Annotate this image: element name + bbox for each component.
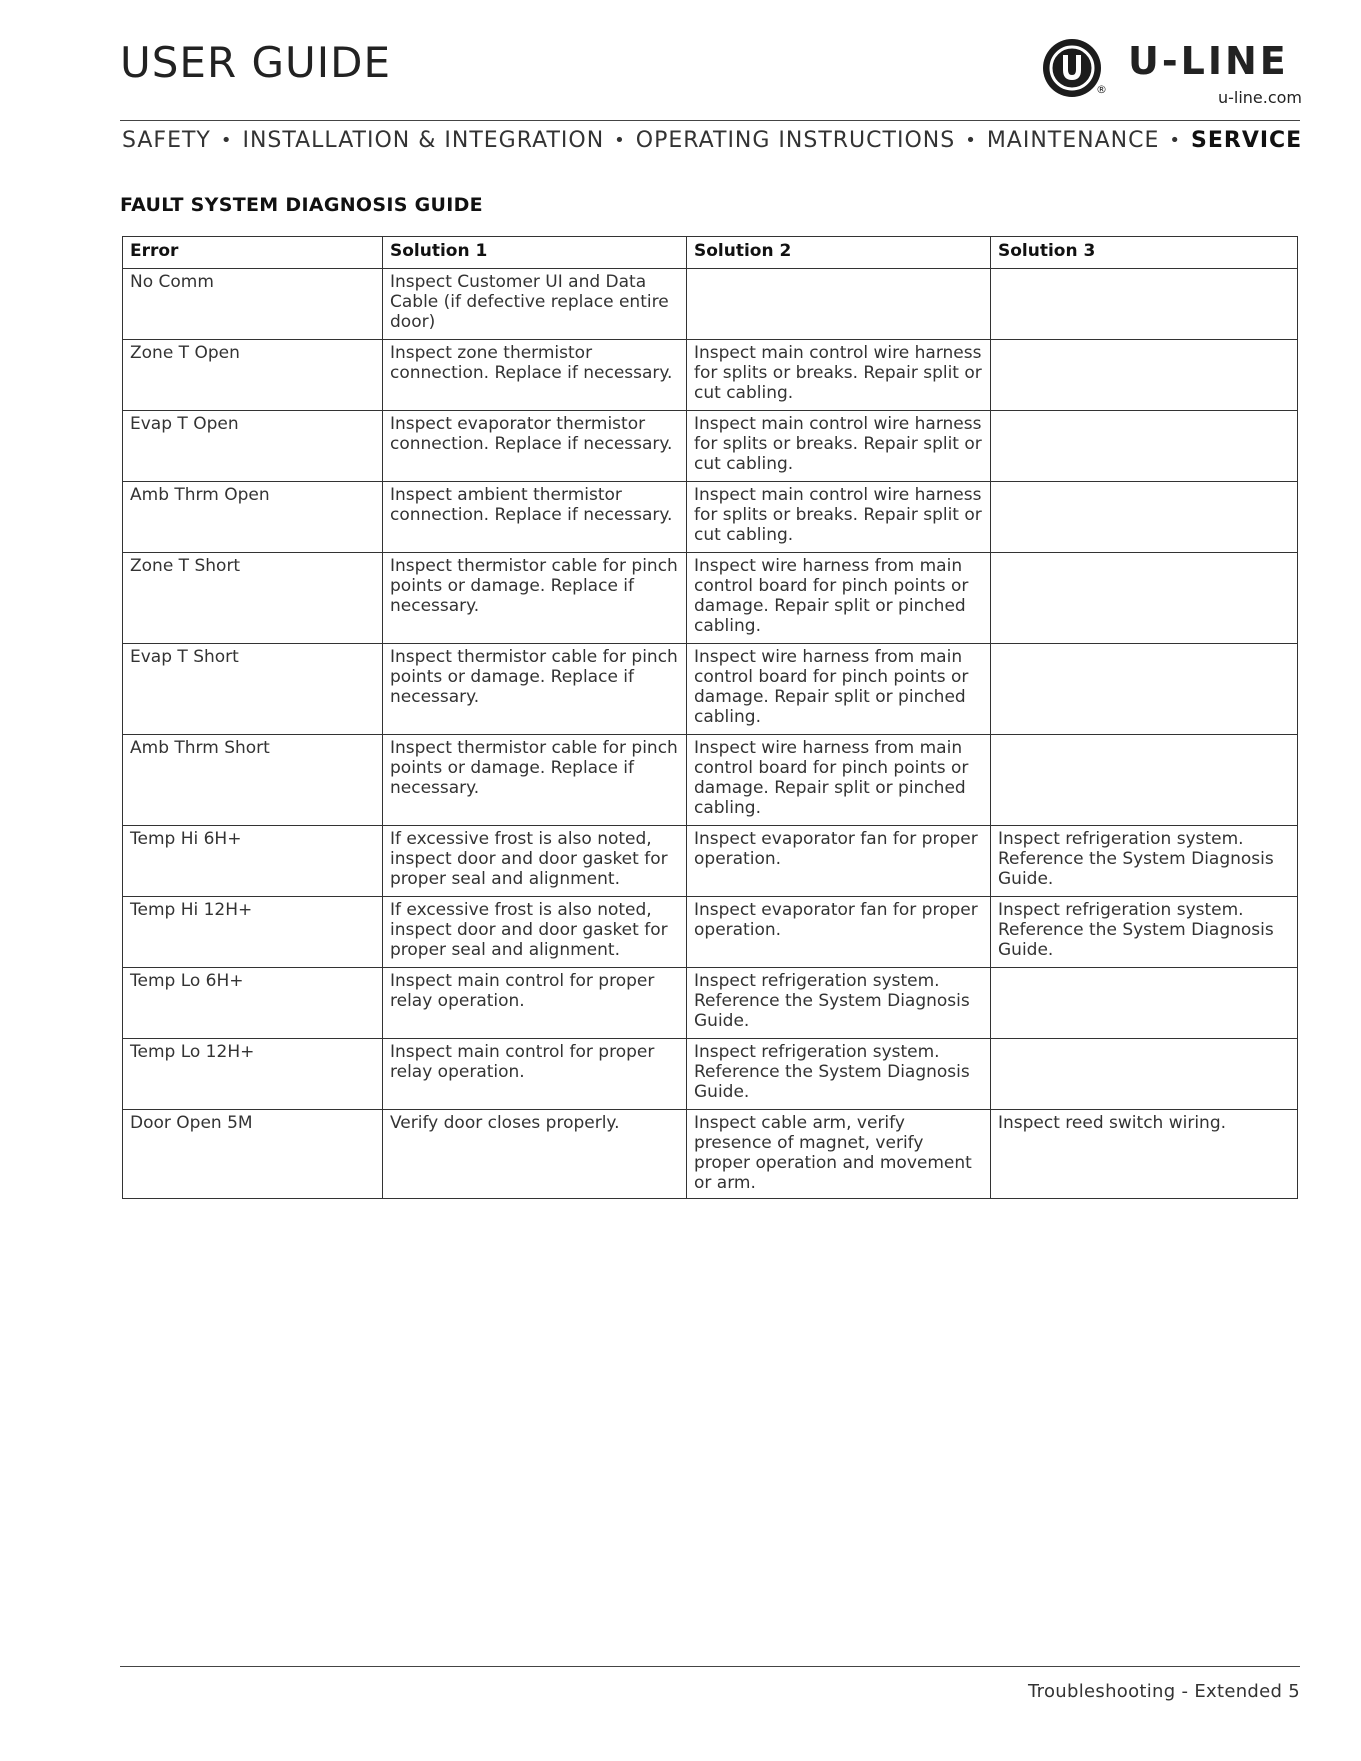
solution-2-cell: Inspect main control wire harness for splits or breaks. Repair split or cut cabling. — [687, 482, 991, 553]
header-solution-2: Solution 2 — [687, 237, 991, 269]
solution-1-cell: Inspect thermistor cable for pinch points or damage. Replace if necessary. — [383, 735, 687, 826]
table-row — [123, 897, 1298, 968]
solution-1-cell: Inspect zone thermistor connection. Replace if necessary. — [383, 340, 687, 411]
solution-2-cell: Inspect evaporator fan for proper operation. — [687, 826, 991, 897]
error-cell: Temp Hi 6H+ — [123, 826, 383, 897]
nav-item-maintenance — [987, 128, 1160, 153]
nav-item-installation — [242, 128, 604, 153]
solution-3-cell: Inspect refrigeration system. Reference the System Diagnosis Guide. — [991, 897, 1298, 968]
table-row — [123, 269, 1298, 340]
error-cell: Zone T Open — [123, 340, 383, 411]
header-error: Error — [123, 237, 383, 269]
brand-logo — [1040, 38, 1302, 108]
nav-separator: • — [1169, 130, 1181, 151]
table-row — [123, 411, 1298, 482]
solution-1-cell: If excessive frost is also noted, inspect door and door gasket for proper seal and alignment. — [383, 897, 687, 968]
solution-2-cell: Inspect main control wire harness for splits or breaks. Repair split or cut cabling. — [687, 340, 991, 411]
solution-3-cell — [991, 968, 1298, 1039]
nav-item-label: SERVICE — [1191, 128, 1303, 153]
table-row — [123, 735, 1298, 826]
solution-3-cell — [991, 735, 1298, 826]
nav-separator: • — [965, 130, 977, 151]
error-cell: Evap T Short — [123, 644, 383, 735]
solution-2-cell: Inspect refrigeration system. Reference the System Diagnosis Guide. — [687, 1039, 991, 1110]
solution-3-cell — [991, 411, 1298, 482]
error-cell: Evap T Open — [123, 411, 383, 482]
solution-1-cell: Inspect thermistor cable for pinch points or damage. Replace if necessary. — [383, 644, 687, 735]
table-row — [123, 1039, 1298, 1110]
solution-3-cell — [991, 1039, 1298, 1110]
error-cell: Temp Lo 6H+ — [123, 968, 383, 1039]
header-solution-3: Solution 3 — [991, 237, 1298, 269]
table-row — [123, 340, 1298, 411]
error-cell: Amb Thrm Open — [123, 482, 383, 553]
solution-1-cell: Inspect thermistor cable for pinch points or damage. Replace if necessary. — [383, 553, 687, 644]
nav-item-label: SAFETY — [122, 128, 211, 153]
solution-3-cell — [991, 644, 1298, 735]
solution-1-cell: Inspect Customer UI and Data Cable (if defective replace entire door) — [383, 269, 687, 340]
nav-item-label: OPERATING INSTRUCTIONS — [635, 128, 956, 153]
footer-divider — [120, 1666, 1300, 1667]
nav-item-label: INSTALLATION & INTEGRATION — [242, 128, 605, 153]
solution-1-cell: Inspect main control for proper relay operation. — [383, 968, 687, 1039]
header-divider — [120, 120, 1300, 121]
solution-1-cell: Inspect main control for proper relay operation. — [383, 1039, 687, 1110]
solution-3-cell: Inspect reed switch wiring. — [991, 1110, 1298, 1199]
nav-item-operating — [636, 128, 955, 153]
solution-2-cell: Inspect main control wire harness for splits or breaks. Repair split or cut cabling. — [687, 411, 991, 482]
nav-item-service — [1191, 128, 1302, 153]
nav-item-label: MAINTENANCE — [986, 128, 1160, 153]
brand-name: U-LINE — [1128, 39, 1289, 83]
page-footer: Troubleshooting - Extended 5 — [1028, 1681, 1300, 1702]
error-cell: Amb Thrm Short — [123, 735, 383, 826]
section-nav — [122, 128, 1303, 153]
table-row — [123, 826, 1298, 897]
solution-1-cell: Inspect ambient thermistor connection. Replace if necessary. — [383, 482, 687, 553]
solution-2-cell: Inspect wire harness from main control board for pinch points or damage. Repair split or pinched cabling. — [687, 553, 991, 644]
error-cell: Zone T Short — [123, 553, 383, 644]
table-row — [123, 1110, 1298, 1199]
solution-3-cell — [991, 269, 1298, 340]
table-row — [123, 553, 1298, 644]
nav-separator: • — [614, 130, 626, 151]
nav-item-safety — [122, 128, 211, 153]
solution-2-cell: Inspect evaporator fan for proper operation. — [687, 897, 991, 968]
solution-2-cell: Inspect wire harness from main control board for pinch points or damage. Repair split or pinched cabling. — [687, 735, 991, 826]
fault-diagnosis-table — [122, 236, 1298, 1199]
error-cell: Door Open 5M — [123, 1110, 383, 1199]
solution-2-cell: Inspect wire harness from main control board for pinch points or damage. Repair split or pinched cabling. — [687, 644, 991, 735]
solution-1-cell: Inspect evaporator thermistor connection. Replace if necessary. — [383, 411, 687, 482]
solution-2-cell: Inspect refrigeration system. Reference the System Diagnosis Guide. — [687, 968, 991, 1039]
solution-1-cell: Verify door closes properly. — [383, 1110, 687, 1199]
page-title: USER GUIDE — [120, 38, 392, 87]
table-row — [123, 644, 1298, 735]
table-header-row — [123, 237, 1298, 269]
solution-2-cell: Inspect cable arm, verify presence of magnet, verify proper operation and movement or arm. — [687, 1110, 991, 1199]
nav-separator: • — [220, 130, 233, 151]
section-heading: FAULT SYSTEM DIAGNOSIS GUIDE — [120, 194, 483, 216]
header-solution-1: Solution 1 — [383, 237, 687, 269]
brand-url: u-line.com — [1217, 88, 1302, 107]
solution-1-cell: If excessive frost is also noted, inspect door and door gasket for proper seal and alignment. — [383, 826, 687, 897]
error-cell: No Comm — [123, 269, 383, 340]
error-cell: Temp Lo 12H+ — [123, 1039, 383, 1110]
registered-mark: ® — [1096, 83, 1107, 96]
solution-3-cell: Inspect refrigeration system. Reference the System Diagnosis Guide. — [991, 826, 1298, 897]
solution-2-cell — [687, 269, 991, 340]
solution-3-cell — [991, 340, 1298, 411]
u-line-logo-icon — [1042, 38, 1102, 98]
error-cell: Temp Hi 12H+ — [123, 897, 383, 968]
solution-3-cell — [991, 482, 1298, 553]
table-row — [123, 968, 1298, 1039]
table-row — [123, 482, 1298, 553]
solution-3-cell — [991, 553, 1298, 644]
